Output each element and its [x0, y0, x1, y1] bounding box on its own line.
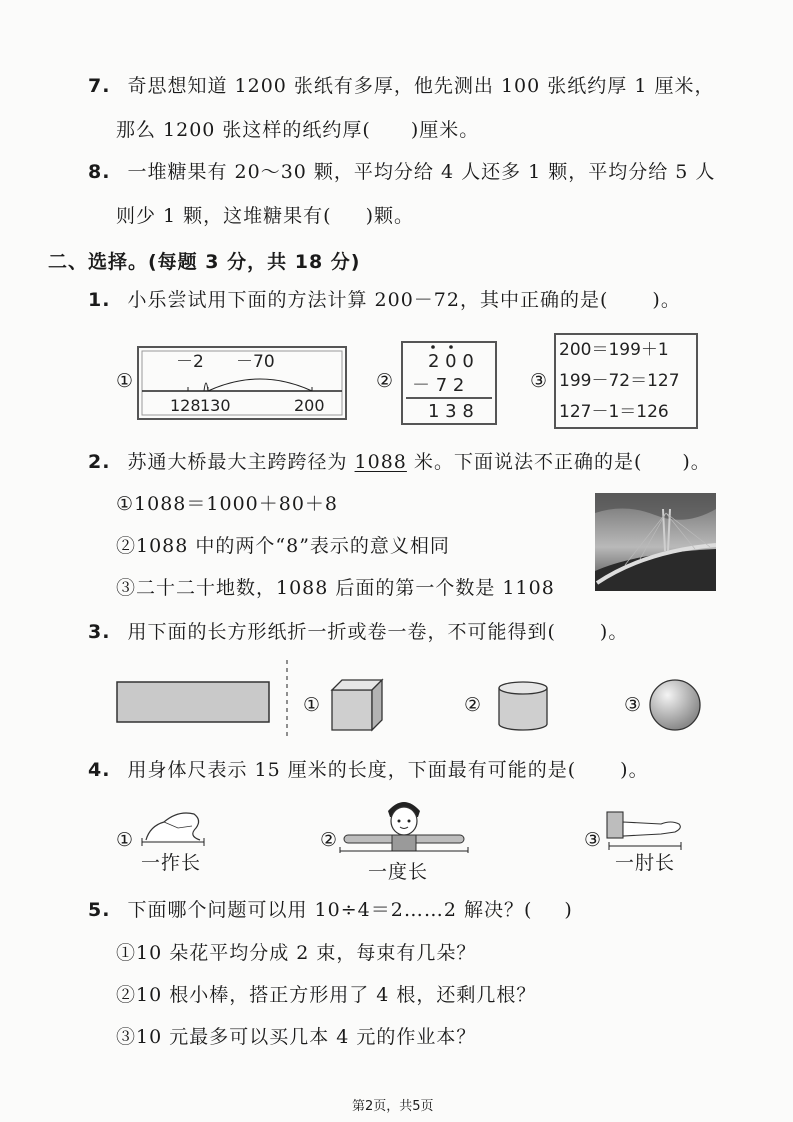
c5-option2: ②10 根小棒，搭正方形用了 4 根，还剩几根？ [116, 984, 537, 1006]
c4-label1: 一拃长 [141, 852, 202, 874]
c5-question [88, 898, 573, 922]
c1-option2-mark: ② [376, 370, 394, 392]
c2-option2: ②1088 中的两个“8”表示的意义相同 [116, 535, 450, 557]
c3-option1-mark: ① [303, 694, 321, 716]
c1-text-pre: 小乐尝试用下面的方法计算 200－72，其中正确的是( [127, 289, 609, 311]
c3-paper-rectangle [115, 680, 271, 724]
c1-opt1-minus-small: －2 [176, 352, 204, 372]
c3-rectangle-shape [117, 682, 269, 722]
c5-text: 下面哪个问题可以用 10÷4＝2……2 解决？( [127, 899, 533, 921]
c4-option3-mark: ③ [584, 829, 602, 851]
c1-text-post: )。 [652, 289, 681, 311]
c1-opt1-label-128: 128 [170, 396, 201, 415]
c1-opt1-label-130: 130 [200, 396, 231, 415]
q8-number: 8. [88, 161, 111, 183]
c1-option3-mark: ③ [530, 370, 548, 392]
c1-option3-steps-figure [553, 332, 699, 430]
c4-span-hand-figure [138, 806, 208, 852]
q7-text2-post: )厘米。 [410, 119, 480, 141]
c5-text-post: ) [564, 899, 573, 921]
q8-line1 [88, 160, 715, 184]
c1-opt1-small-arc [204, 383, 208, 391]
c5-option3: ③10 元最多可以买几本 4 元的作业本？ [116, 1026, 477, 1048]
c4-boy-face [391, 807, 417, 835]
c3-question [88, 620, 628, 644]
c1-opt2-top-number: 2 0 0 [428, 351, 474, 372]
c1-opt3-line1: 200＝199＋1 [559, 340, 669, 360]
page-number-footer: 第2页，共5页 [352, 1099, 434, 1114]
c3-cylinder-top [499, 682, 547, 694]
c5-option1: ①10 朵花平均分成 2 束，每束有几朵？ [116, 942, 477, 964]
c1-opt3-line3: 127－1＝126 [559, 402, 669, 422]
q7-line1 [88, 74, 714, 98]
c1-option1-mark: ① [116, 370, 134, 392]
c3-sphere-figure [648, 678, 702, 732]
c4-hand-outline [146, 813, 200, 840]
c4-armspan-boy-figure [336, 797, 472, 853]
c4-forearm-sleeve [607, 812, 623, 838]
c2-option1: ①1088＝1000＋80＋8 [116, 493, 339, 515]
c2-text-mid: 米。下面说法不正确的是( [406, 451, 643, 473]
q8-text1: 一堆糖果有 20～30 颗，平均分给 4 人还多 1 颗，平均分给 5 人 [127, 161, 716, 183]
c3-cylinder-figure [496, 680, 550, 732]
q7-line2 [116, 118, 479, 142]
c4-forearm-figure [605, 808, 685, 852]
c4-question [88, 758, 649, 782]
c1-opt1-label-200: 200 [294, 396, 325, 415]
c4-label2: 一度长 [368, 861, 429, 883]
c4-text-post: )。 [620, 759, 649, 781]
c3-box-front [332, 690, 372, 730]
c4-option1-mark: ① [116, 829, 134, 851]
c3-option3-mark: ③ [624, 694, 642, 716]
c1-option2-vertical-subtraction-figure [400, 340, 498, 426]
c1-opt2-borrow-dot-2 [449, 345, 453, 349]
c4-option2-mark: ② [320, 829, 338, 851]
c1-opt2-borrow-dot-1 [431, 345, 435, 349]
q8-line2 [116, 204, 414, 228]
q8-text2-post: )颗。 [365, 205, 415, 227]
c2-option3: ③二十二十地数，1088 后面的第一个数是 1108 [116, 577, 555, 599]
c4-forearm-arm [623, 822, 680, 836]
c4-boy-body [392, 835, 416, 851]
c3-open-box-figure [328, 676, 384, 732]
c5-number: 5. [88, 899, 111, 921]
c3-number: 3. [88, 621, 111, 643]
c4-number: 4. [88, 759, 111, 781]
c1-opt1-big-arc [208, 379, 312, 391]
c1-number: 1. [88, 289, 111, 311]
c1-option1-numberline-figure [136, 345, 348, 421]
c1-opt3-line2: 199－72＝127 [559, 371, 680, 391]
c2-question [88, 450, 711, 474]
c4-text-pre: 用身体尺表示 15 厘米的长度，下面最有可能的是( [127, 759, 577, 781]
c3-text-post: )。 [599, 621, 629, 643]
q7-text1: 奇思想知道 1200 张纸有多厚，他先测出 100 张纸约厚 1 厘米， [127, 75, 715, 97]
c2-text-post: )。 [682, 451, 711, 473]
q8-text2-pre: 则少 1 颗，这堆糖果有( [116, 205, 332, 227]
c3-sphere-shape [650, 680, 700, 730]
c2-underlined-number: 1088 [354, 451, 407, 473]
c1-opt1-minus-big: －70 [236, 352, 275, 372]
c1-opt2-mid-number: － 7 2 [412, 375, 465, 396]
c1-opt2-result-number: 1 3 8 [428, 401, 474, 422]
section-2-title: 二、选择。(每题 3 分，共 18 分) [48, 251, 361, 273]
c4-label3: 一肘长 [615, 852, 676, 874]
c3-dashed-divider [284, 660, 290, 738]
q7-text2-pre: 那么 1200 张这样的纸约厚( [116, 119, 371, 141]
c2-number: 2. [88, 451, 111, 473]
sutong-bridge-photo [595, 493, 716, 591]
c2-text-pre: 苏通大桥最大主跨跨径为 [127, 451, 355, 473]
c3-text-pre: 用下面的长方形纸折一折或卷一卷，不可能得到( [127, 621, 556, 643]
c3-option2-mark: ② [464, 694, 482, 716]
q7-number: 7. [88, 75, 111, 97]
c1-question [88, 288, 681, 312]
